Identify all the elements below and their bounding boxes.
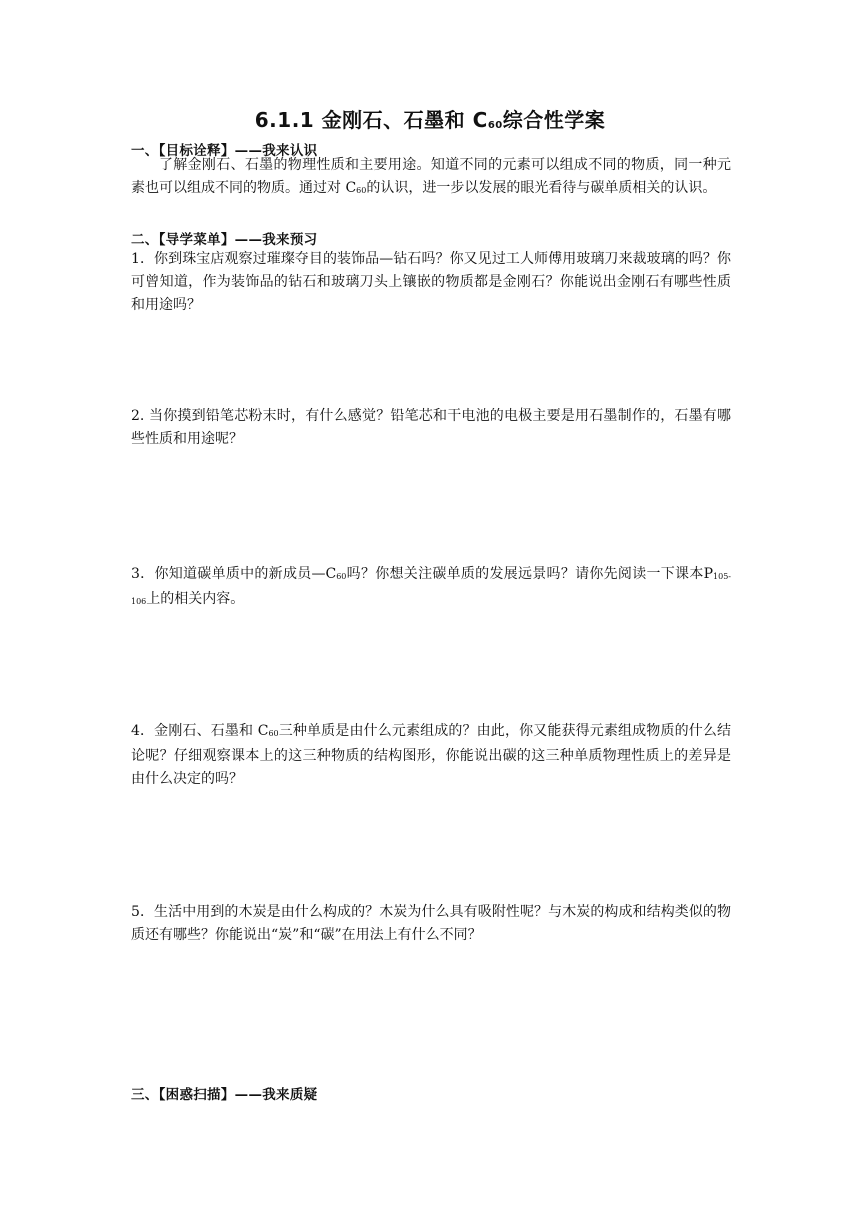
goal-paragraph: 了解金刚石、石墨的物理性质和主要用途。知道不同的元素可以组成不同的物质，同一种元素也可以组成不同的物质。通过对 $C_{60}$的认识，进一步以发展的眼光看待与碳单质相关的认识。 xyxy=(131,157,731,196)
section-heading-preview: 二、【导学菜单】——我来预习 xyxy=(131,232,318,248)
question-5: 5．生活中用到的木炭是由什么构成的？木炭为什么具有吸附性呢？与木炭的构成和结构类似的物质还有哪些？你能说出“炭”和“碳”在用法上有什么不同？ xyxy=(131,904,731,943)
page-title: 6.1.1 金刚石、石墨和 $C_{60}$综合性学案 xyxy=(254,108,606,132)
question-3: 3．你知道碳单质中的新成员$—C_{60}$吗？你想关注碳单质的发展远景吗？请你先阅读一下课本$P_{105-106}$上的相关内容。 xyxy=(131,566,731,607)
question-1: 1．你到珠宝店观察过璀璨夺目的装饰品—钻石吗？你又见过工人师傅用玻璃刀来裁玻璃的吗？你可曾知道，作为装饰品的钻石和玻璃刀头上镶嵌的物质都是金刚石？你能说出金刚石有哪些性质和用途吗？ xyxy=(131,251,731,313)
question-2: 2. 当你摸到铅笔芯粉末时，有什么感觉？铅笔芯和干电池的电极主要是用石墨制作的，石墨有哪些性质和用途呢？ xyxy=(131,408,731,447)
question-4: 4．金刚石、石墨和 $C_{60}$三种单质是由什么元素组成的？由此，你又能获得元素组成物质的什么结论呢？仔细观察课本上的这三种物质的结构图形，你能说出碳的这三种单质物理性质上的差异是由什么决定的吗？ xyxy=(131,723,731,787)
section-heading-goals: 一、【目标诠释】——我来认识 xyxy=(131,143,318,159)
section-heading-doubts: 三、【困惑扫描】——我来质疑 xyxy=(131,1087,318,1103)
